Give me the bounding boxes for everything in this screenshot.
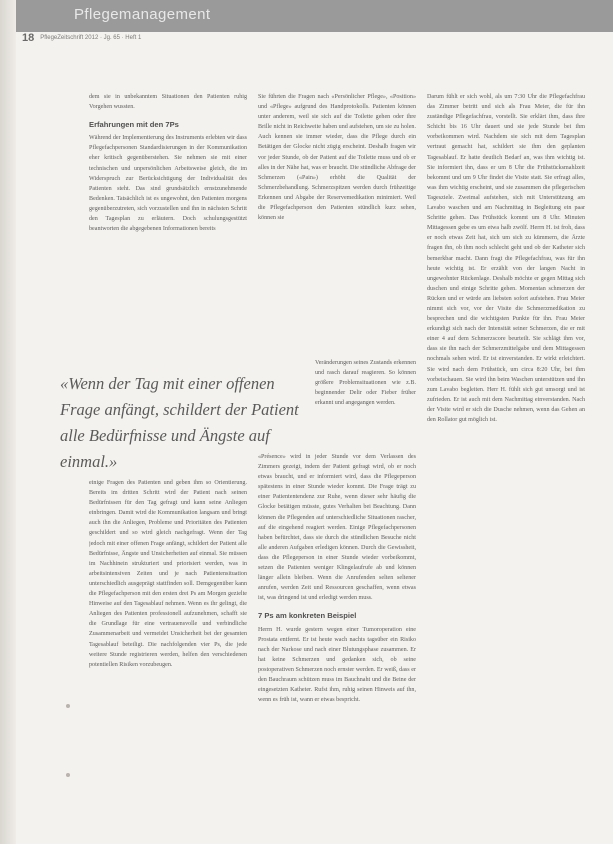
pull-quote: «Wenn der Tag mit einer offenen Frage anfängt, schildert der Patient alle Bedürfnisse und Ängste auf einmal.» <box>60 367 321 481</box>
page-binding-edge <box>0 0 16 844</box>
body-paragraph: Während der Implementierung des Instruments erlebten wir dass Pflegefachpersonen Standardisierungen in der Kommunikation eher kritisch gegenüberstehen. Sie nehmen sie mit einer technischen und unpersönlichen Arbeitsweise gleich, die im Widerspruch zur Berücksichtigung der Individualität des Patienten steht. Das sind grundsätzlich ernstzunehmende Bedenken. Tatsächlich ist es ungewohnt, den Patienten morgens gegenüberzutreten, sich vorzustellen und ihn in nächsten Schritt den Tagesplan zu erläutern. Doch schulungsgestützt beantworten die abgegebenen Informationen bereits <box>89 135 247 233</box>
section-header-bar <box>16 0 613 32</box>
body-paragraph: Veränderungen seines Zustands erkennen und rasch darauf reagieren. So können größere Problemsituationen wie z.B. beginnender Delir oder Fieber früher erkannt und angegangen werden. <box>315 360 416 407</box>
intro-paragraph: dem sie in unbekanntem Situationen den Patienten ruhig Vorgehen wussten. <box>89 94 247 111</box>
margin-dot <box>66 704 70 708</box>
subheading-example: 7 Ps am konkreten Beispiel <box>258 611 357 621</box>
column-1-top <box>89 92 247 360</box>
column-1-lower <box>89 478 247 828</box>
publication-info: PflegeZeitschrift 2012 · Jg. 65 · Heft 1 <box>40 34 142 41</box>
body-paragraph: Sie führten die Fragen nach «Persönlicher Pflege», «Position» und «Pflege» aufgrund des Handprotokolls. Patienten können unter anderem, weil sie sich auf die Toilette gehen oder ihre Brille nicht in Reichweite haben und aufstehen, um sie zu holen. Auch kennen sie immer wieder, dass die Pflege durch ein Betätigen der Glocke nicht zügig erscheint. Deshalb fragen wir vor jeder Stunde, ob der Patient auf die Toilette muss und ob er alles in der Nähe hat, was er braucht. Die stündliche Abfrage der Schmerzen («Pain») erhöht die Qualität der Schmerzbehandlung. Schmerzspitzen werden durch frühzeitige Erkennen und Abgabe der Reservemedikation minimiert. Weil die Pflegefachperson den Patienten stündlich kurz sehen, können sie <box>258 94 416 222</box>
column-2-middle <box>315 358 416 452</box>
section-title: Pflegemanagement <box>74 6 211 23</box>
column-3 <box>427 92 585 832</box>
body-paragraph: Darum fühlt er sich wohl, als um 7:30 Uhr die Pflegefachfrau das Zimmer betritt und sich als Frau Meier, die für ihn zuständige Pflegefachfrau, vorstellt. Sie erklärt ihm, dass ihre Schicht bis 16 Uhr dauert und sie jede Stunde bei ihm vorbeikommen wird. Nachdem sie sich mit dem Tagesplan vertraut gemacht hat, schildert sie ihm den geplanten Tagesablauf. Er hatte deutlich Bedarf an, was ihm wichtig ist. Sie informiert ihn, dass er um 8 Uhr die Frühstücksmahlzeit bekommt und um 9 Uhr findet die Visite statt. Sie erfragt alles, was ihm wichtig erscheint, und sie zusammen die pflegerischen Tagesziele. Zweimal aufstehen, sich mit Unterstützung am Lavabo waschen und am Nachmittag in Begleitung ein paar Schritte gehen. Das Frühstück kommt um 8 Uhr. Minuten Mittagessen gebe es um etwa halb zwölf. Herrn H. ist froh, dass er noch etwas Zeit hat, sich um sich zu kümmern, die Ärzte fragen ihn, ob ihm noch schlecht geht und ob der Katheter sich bemerkbar macht. Dann fragt die Pflegefachfrau, was für ihn heute wichtig ist. Er erzählt von der langen Nacht in ungewohnter Rückenlage. Deshalb möchte er gegen Mittag sich duschen und einige Schritte gehen. Momentan schmerzen der Rücken und er würde am liebsten sofort aufstehen. Frau Meier nimmt sich vor, vor der Visite die Schmerzmedikation zu besprechen und die wichtigsten Punkte für ihn. Frau Meier erkundigt sich nach der Intensität seiner Schmerzen, die er mit einer 4 auf dem Schmerzscore beurteilt. Sie schlägt ihm vor, dass sie ihn nach der Schmerzmittelgabe und dem Mittagessen nochmals sehen wird. Er ist einverstanden. Er wirkt erleichtert. Sie wird nach dem Frühstück, um circa 8:20 Uhr, bei ihm vorbeischauen. Sie wird ihn beim Waschen unterstützen und ihn zum Lavabo begleiten. Herr H. fühlt sich gut umsorgt und ist zufrieden. Er ist auch mit dem Nachmittag einverstanden. Nach der Visite wird er sich die Dusche nehmen, wenn das Gehen an den Rollator gut möglich ist. <box>427 94 585 423</box>
body-paragraph: «Présence» wird in jeder Stunde vor dem Verlassen des Zimmers gezeigt, indem der Patient gefragt wird, ob er noch etwas braucht, und er informiert wird, dass die Pflegeperson spätestens in einer Stunde wieder kommt. Die Frage trägt zu einer Patiententendenz zur Ruhe, wenn dieser sehr häufig die Glocke betätigen müsste, gutes Verhalten bei Beachtung. Dann können die Pflegenden auf unterschiedliche Situationen rascher, auf die eingehend reagiert werden. Einige Pflegefachpersonen haben befürchtet, dass sie durch die stündlichen Besuche nicht alle anderen Aufgaben erledigen können. Durch die Gewissheit, dass die Pflegeperson in einer Stunde wieder vorbeikommt, setzen die Patienten weniger Klingelaufrufe ab und können länger allein bleiben. Wenn die Anrufenden selten seltener anrufen, werden Zeit und Ressourcen geschaffen, wenn etwas ist, was dringend ist und erledigt werden muss. <box>258 454 416 602</box>
body-paragraph: einige Fragen des Patienten und geben ihm so Orientierung. Bereits im dritten Schritt wird der Patient nach seinen Bedürfnissen für den Tag gefragt und kann seine Anliegen einbringen. Damit wird die Kommunikation langsam und bringt auch ihn die Anliegen, Probleme und Prioritäten des Patienten geschildert und so wird gleich nachgefragt. Wenn der Tag jedoch mit einer offenen Frage anfängt, schildert der Patient alle Bedürfnisse, Ängste und Unsicherheiten auf einmal. Sie müssen im Nachhinein strukturiert und priorisiert werden, was in arbeitsintensiven Zeiten und je nach Patientensituation unterschiedlich ausgeprägt stattfinden soll. Demgegenüber kann die Pflegefachperson mit den ersten drei Ps am Morgen gezielte Hinweise auf den Tagesablauf nehmen. Wenn es ihr gelingt, die Anliegen des Patienten professionell aufzunehmen, schafft sie die Grundlage für eine vertrauensvolle und verbindliche Zusammenarbeit und vermeidet Unsicherheit bei der gesamten Tagesablauf beteiligt. Die nachfolgenden vier Ps, die jede weitere Stunde registrieren werden, helfen den verschiedenen potentiellen Risiken vorzubeugen. <box>89 480 247 668</box>
column-2-upper <box>258 92 416 356</box>
page-number: 18 <box>22 31 35 44</box>
page-meta-line <box>22 32 612 43</box>
body-paragraph: Herrn H. wurde gestern wegen einer Tumoroperation eine Prostata entfernt. Er ist heute wach nachts tagsüber ein Risiko nach der Narkose und nach einer Blutungsphase zusammen. Er hat keine Schmerzen und gedanken sich, ob seine postoperativen Schmerzen noch ernster werden. Er weiß, dass er den Bauchraum schützen muss im Bauchnaht und die Beine der eingesetzten Katheter. Rufst ihm, ruhig seinen Hinweis auf ihn, wenn es früh ist, wann er etwas bespricht. <box>258 626 416 704</box>
margin-dot <box>66 773 70 777</box>
column-2-lower <box>258 452 416 830</box>
subheading-experiences: Erfahrungen mit den 7Ps <box>89 120 179 130</box>
